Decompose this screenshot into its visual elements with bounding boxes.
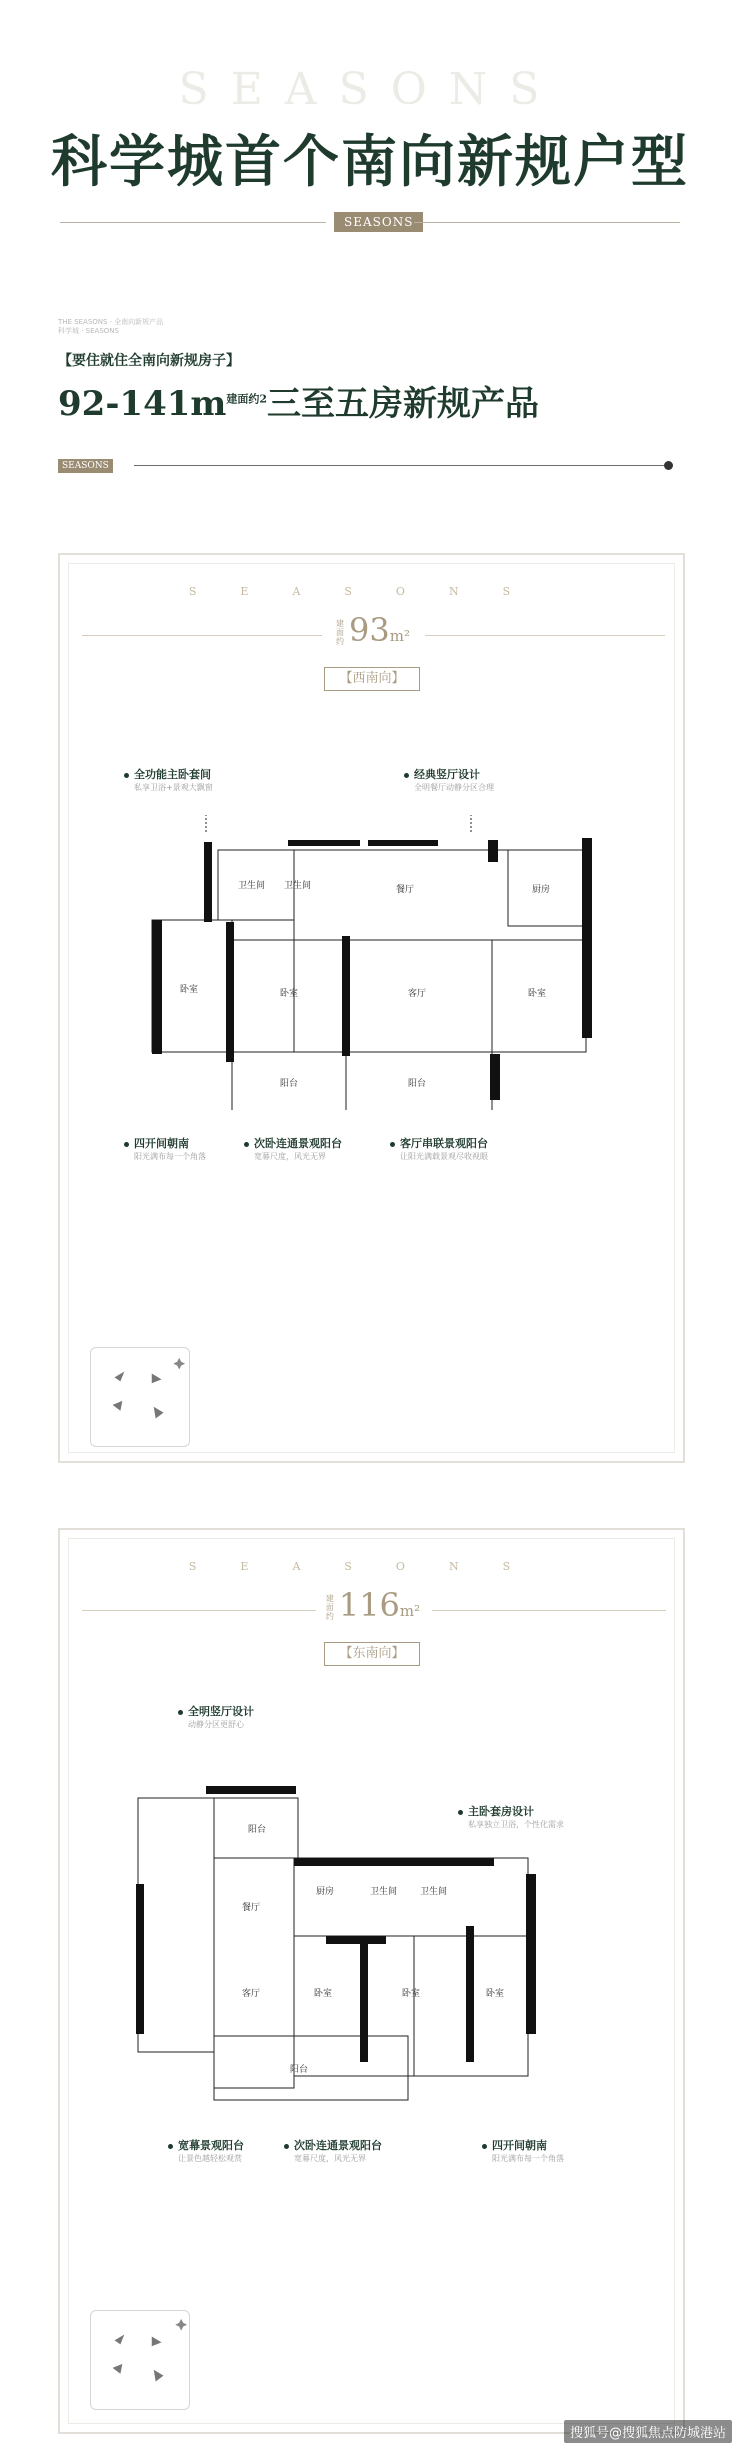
card-area-label [60, 611, 683, 649]
orientation-badge: 【西南向】 [324, 667, 420, 691]
room-label: 餐厅 [242, 1903, 261, 1913]
feature-title-text: 次卧连通景观阳台 [294, 2139, 382, 2152]
header-divider-right [414, 222, 680, 223]
room-label: 卧室 [180, 985, 199, 995]
area-tag: 建面约 [325, 1594, 334, 1621]
feature-dot-icon [124, 773, 129, 778]
feature-title [404, 766, 480, 782]
room-label: 卫生间 [284, 881, 312, 891]
feature-title-text: 次卧连通景观阳台 [254, 1137, 342, 1150]
feature-sub: 让景色越轻松观赏 [178, 2154, 242, 2163]
compass-icon [90, 2310, 190, 2410]
tiny-line-1: THE SEASONS · 全南向新规产品 [58, 318, 164, 326]
feature-sub: 让阳光满载景观尽收视眼 [400, 1152, 488, 1161]
feature-title-text: 主卧套房设计 [468, 1805, 534, 1818]
area-range-suffix: 三至五房新规产品 [267, 384, 540, 424]
compass-icon [90, 1347, 190, 1447]
feature-title [390, 1135, 488, 1151]
header-divider-left [60, 222, 326, 223]
floorplan-card-93 [58, 553, 685, 1463]
feature-title [124, 766, 211, 782]
room-label: 阳台 [280, 1079, 299, 1089]
feature-dot-icon [124, 1142, 129, 1147]
floorplan-card-116 [58, 1528, 685, 2434]
feature-title-text: 客厅串联景观阳台 [400, 1137, 488, 1150]
intro-subhead: 【要住就住全南向新规房子】 [58, 353, 240, 369]
feature-title-text: 四开间朝南 [134, 1137, 189, 1150]
source-watermark: 搜狐号@搜狐焦点防城港站 [564, 2420, 732, 2443]
feature-title-text: 全明竖厅设计 [188, 1705, 254, 1718]
feature-sub: 阳光满布每一个角落 [134, 1152, 206, 1161]
feature-dot-icon [178, 1710, 183, 1715]
intro-badge: SEASONS [58, 459, 113, 473]
room-label: 客厅 [408, 989, 427, 999]
feature-sub: 宽幕尺度，风光无界 [254, 1152, 326, 1161]
feature-title-text: 全功能主卧套间 [134, 768, 211, 781]
feature-title-text: 宽幕景观阳台 [178, 2139, 244, 2152]
room-label: 阳台 [248, 1825, 267, 1835]
feature-dot-icon [244, 1142, 249, 1147]
area-range-value: 92-141m [58, 384, 227, 424]
feature-title [482, 2137, 547, 2153]
feature-sub: 私享卫浴+景观大飘窗 [134, 783, 213, 792]
feature-title-text: 经典竖厅设计 [414, 768, 480, 781]
feature-sub: 私享独立卫浴，个性化需求 [468, 1820, 564, 1829]
floorplan-93 [138, 810, 618, 1110]
area-range-sup: 建面约2 [226, 392, 268, 406]
tiny-caption [58, 318, 163, 336]
feature-title [168, 2137, 244, 2153]
tiny-line-2: 科学城 · SEASONS [58, 327, 119, 335]
room-label: 卫生间 [420, 1887, 448, 1897]
feature-title [284, 2137, 382, 2153]
area-unit: m² [389, 627, 410, 645]
feature-dot-icon [168, 2144, 173, 2149]
feature-sub: 全明餐厅动静分区合理 [414, 783, 494, 792]
intro-line-dot [664, 461, 673, 470]
header-bg-word: SEASONS [178, 64, 562, 115]
intro-area-range [58, 376, 539, 425]
feature-dot-icon [482, 2144, 487, 2149]
room-label: 卫生间 [370, 1887, 398, 1897]
room-label: 卧室 [314, 1989, 333, 1999]
room-label: 阳台 [408, 1079, 427, 1089]
room-label: 卧室 [486, 1989, 505, 1999]
floorplan-116 [130, 1786, 630, 2106]
feature-title [178, 1703, 254, 1719]
feature-dot-icon [284, 2144, 289, 2149]
feature-sub: 动静分区更舒心 [188, 1720, 244, 1729]
card-seasons-word: SEASONS [188, 585, 555, 598]
card-seasons-word: SEASONS [188, 1560, 555, 1573]
feature-title-text: 四开间朝南 [492, 2139, 547, 2152]
feature-title [124, 1135, 189, 1151]
feature-sub: 宽幕尺度，风光无界 [294, 2154, 366, 2163]
feature-title [244, 1135, 342, 1151]
room-label: 卧室 [280, 989, 299, 999]
room-label: 厨房 [316, 1887, 335, 1897]
page-title: 科学城首个南向新规户型 [51, 129, 689, 195]
room-label: 阳台 [290, 2065, 309, 2075]
area-unit: m² [399, 1602, 421, 1620]
feature-dot-icon [390, 1142, 395, 1147]
feature-dot-icon [404, 773, 409, 778]
feature-sub: 阳光满布每一个角落 [492, 2154, 564, 2163]
header-badge: SEASONS [334, 212, 423, 232]
area-tag: 建面约 [336, 619, 345, 646]
intro-line [134, 465, 668, 466]
room-label: 卫生间 [238, 881, 266, 891]
card-area-label [60, 1586, 683, 1624]
room-label: 客厅 [242, 1989, 261, 1999]
orientation-badge: 【东南向】 [324, 1642, 420, 1666]
room-label: 卧室 [402, 1989, 421, 1999]
area-value: 93 [349, 611, 390, 649]
room-label: 厨房 [532, 885, 551, 895]
room-label: 餐厅 [396, 885, 415, 895]
room-label: 卧室 [528, 989, 547, 999]
area-value: 116 [338, 1586, 400, 1624]
